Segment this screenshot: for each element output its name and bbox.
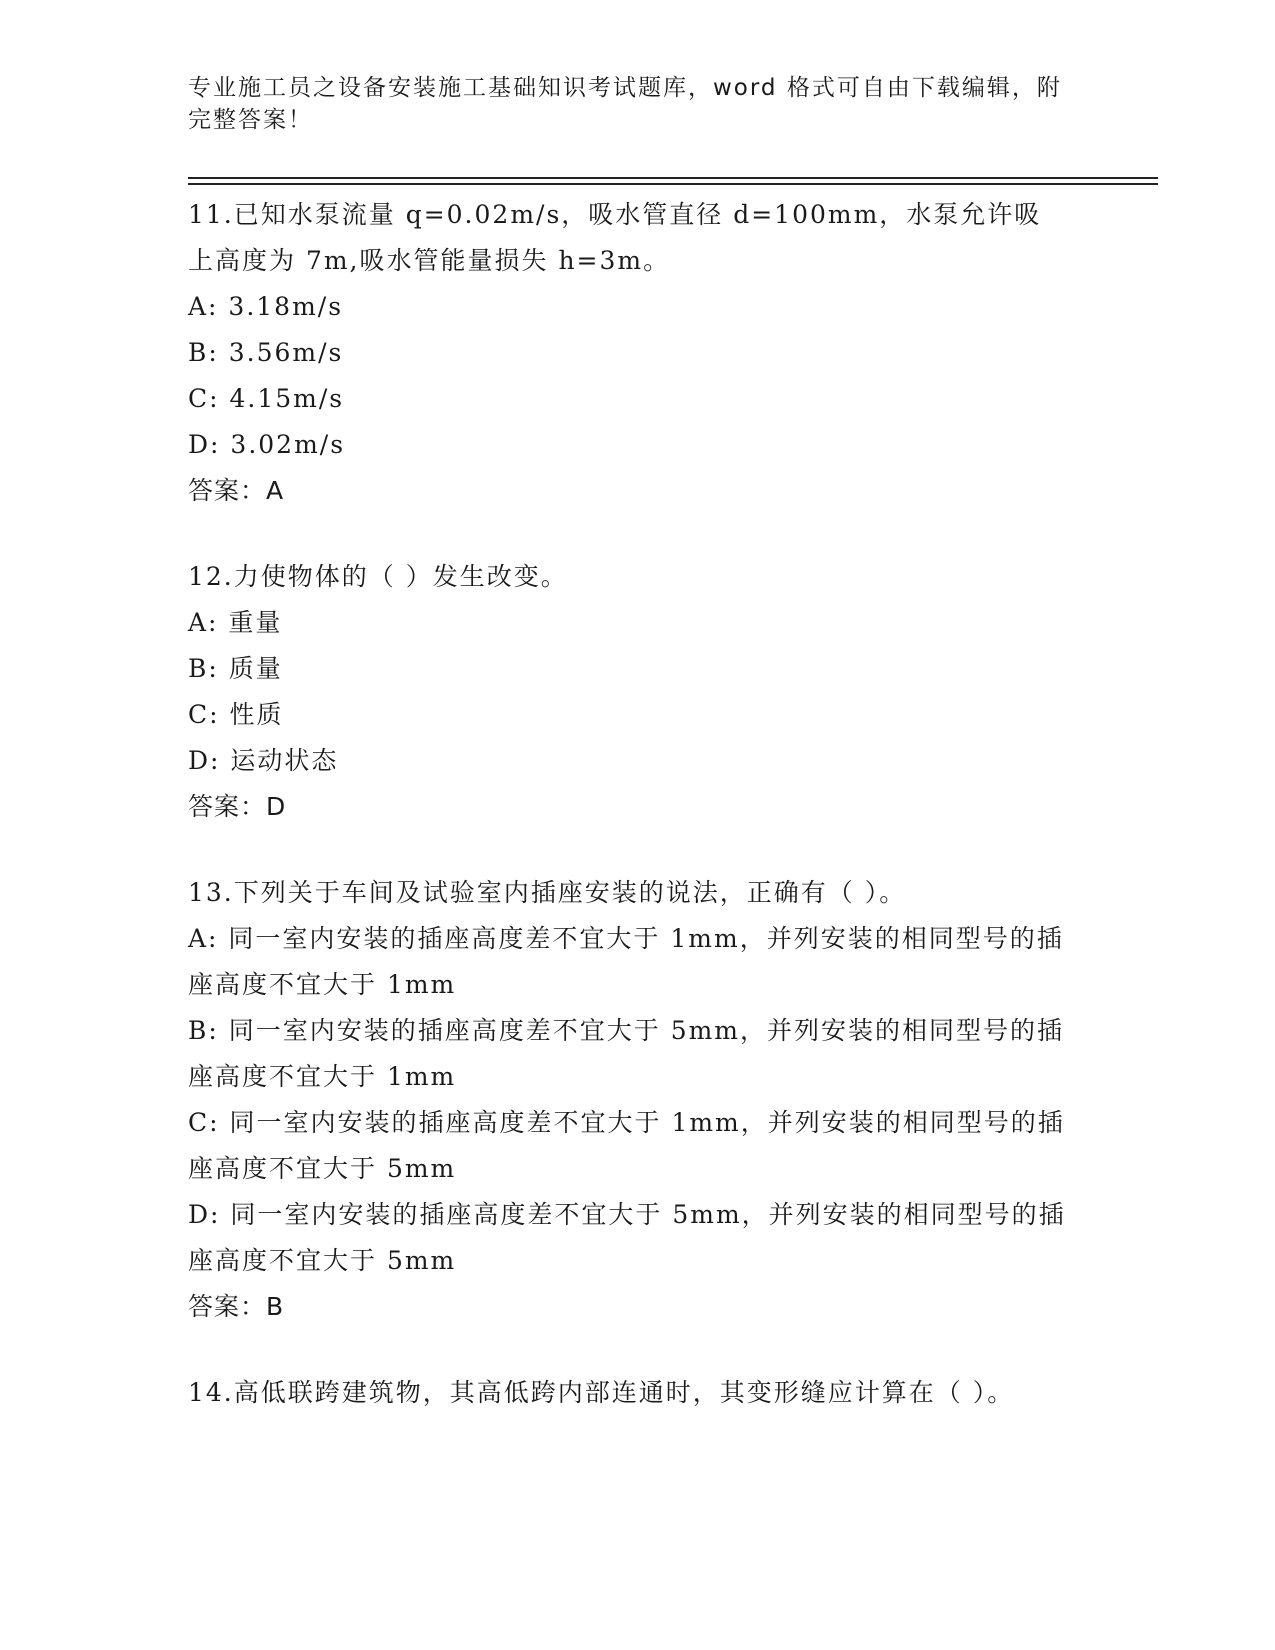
option-b: B: 同一室内安装的插座高度差不宜大于 5mm，并列安装的相同型号的插座高度不宜大于 1mm (188, 1016, 1065, 1091)
option-c: C: 性质 (188, 700, 284, 729)
option-b: B: 质量 (188, 654, 283, 683)
document-header: 专业施工员之设备安装施工基础知识考试题库，word 格式可自由下载编辑，附完整答案！ (188, 75, 1062, 133)
question-text: 13.下列关于车间及试验室内插座安装的说法，正确有（ ）。 (188, 878, 907, 907)
question-11 (188, 192, 1068, 514)
question-list (188, 192, 1068, 1456)
option-d: D: 同一室内安装的插座高度差不宜大于 5mm，并列安装的相同型号的插座高度不宜大于 5mm (188, 1200, 1066, 1275)
header-divider-top (188, 177, 1158, 179)
header-divider-bottom (188, 183, 1158, 185)
answer-label: 答案：A (188, 476, 285, 505)
option-a: A: 重量 (188, 608, 283, 637)
option-b: B: 3.56m/s (188, 338, 344, 367)
option-d: D: 运动状态 (188, 746, 339, 775)
option-a: A: 3.18m/s (188, 292, 344, 321)
question-14 (188, 1370, 1068, 1416)
answer-label: 答案：B (188, 1292, 285, 1321)
option-d: D: 3.02m/s (188, 430, 346, 459)
question-13 (188, 870, 1068, 1330)
option-a: A: 同一室内安装的插座高度差不宜大于 1mm，并列安装的相同型号的插座高度不宜大于 1mm (188, 924, 1064, 999)
question-text: 12.力使物体的（ ）发生改变。 (188, 562, 568, 591)
question-text: 14.高低联跨建筑物，其高低跨内部连通时，其变形缝应计算在（ ）。 (188, 1378, 1015, 1407)
option-c: C: 同一室内安装的插座高度差不宜大于 1mm，并列安装的相同型号的插座高度不宜大于 5mm (188, 1108, 1065, 1183)
question-12 (188, 554, 1068, 830)
answer-label: 答案：D (188, 792, 287, 821)
question-text: 11.已知水泵流量 q=0.02m/s，吸水管直径 d=100mm，水泵允许吸上高度为 7m,吸水管能量损失 h=3m。 (188, 200, 1042, 275)
option-c: C: 4.15m/s (188, 384, 345, 413)
